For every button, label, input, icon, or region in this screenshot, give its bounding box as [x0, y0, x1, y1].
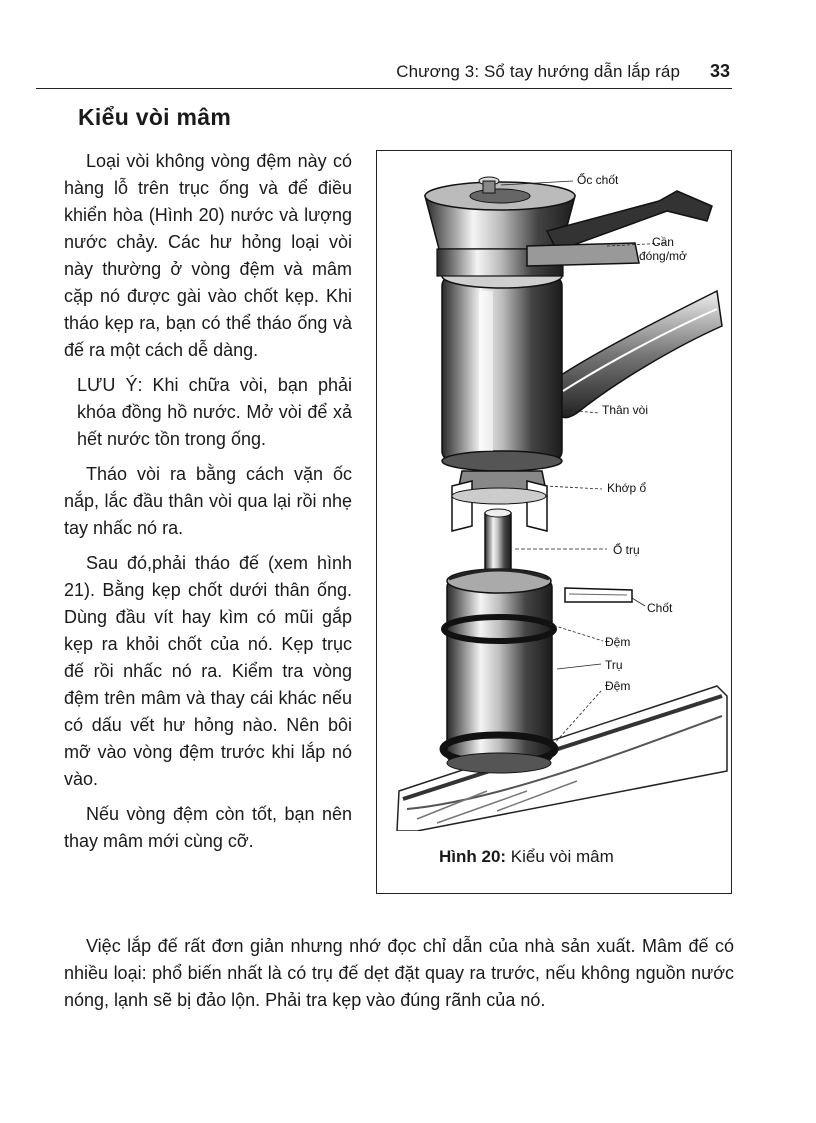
cartridge	[443, 569, 555, 773]
pin	[565, 588, 632, 602]
paragraph-remove-base: Sau đó,phải tháo đế (xem hình 21). Bằng kẹp chốt dưới thân ống. Dùng đầu vít hay kìm có mũi gắp kẹp ra khỏi chốt của nó. Kẹp trục đế rồi nhấc nó ra. Kiểm tra vòng đệm trên mâm và thay cái khác nếu có dấu vết hư hỏng nào. Nên bôi mỡ vào vòng đệm trước khi lắp nó vào.	[64, 553, 352, 789]
page-number: 33	[709, 61, 730, 81]
callout-can-line2: đóng/mở	[639, 249, 687, 263]
paragraph-replace-disc: Nếu vòng đệm còn tốt, bạn nên thay mâm mới cùng cỡ.	[64, 804, 352, 851]
running-header	[36, 62, 732, 89]
running-title: Chương 3: Sổ tay hướng dẫn lắp ráp	[396, 62, 680, 81]
figure-caption-text: Kiểu vòi mâm	[510, 847, 614, 866]
paragraph-note: LƯU Ý: Khi chữa vòi, bạn phải khóa đồng hồ nước. Mở vòi để xả hết nước tồn trong ống.	[77, 375, 352, 449]
callout-khop-o: Khớp ổ	[607, 481, 647, 495]
callout-dem-2: Đệm	[605, 679, 631, 693]
callout-oc-chot: Ốc chốt	[577, 173, 619, 187]
callout-o-tru: Ổ trụ	[613, 543, 640, 557]
paragraph-installation: Việc lắp đế rất đơn giản nhưng nhớ đọc chỉ dẫn của nhà sản xuất. Mâm đế có nhiều loại: phổ biến nhất là có trụ đế dẹt đặt quay ra trước, nếu không nguồn nước nóng, lạnh sẽ bị đảo lộn. Phải tra kẹp vào đúng rãnh của nó.	[64, 936, 734, 1010]
callout-dem-1: Đệm	[605, 635, 631, 649]
section-title: Kiểu vòi mâm	[78, 104, 232, 130]
callout-can-line1: Cần	[651, 235, 674, 249]
callout-chot: Chốt	[647, 601, 673, 615]
paragraph-remove-faucet: Tháo vòi ra bằng cách vặn ốc nắp, lắc đầu thân vòi qua lại rồi nhẹ tay nhấc nó ra.	[64, 464, 352, 538]
figure-caption-label: Hình 20:	[439, 847, 507, 866]
paragraph-intro: Loại vòi không vòng đệm này có hàng lỗ trên trục ống và để điều khiển hòa (Hình 20) nước và lượng nước chảy. Các hư hỏng loại vòi này thường ở vòng đệm và mâm cặp nó được gài vào chốt kẹp. Khi tháo kẹp ra, bạn có thể tháo ống và đế ra một cách dễ dàng.	[64, 151, 352, 360]
callout-tru: Trụ	[605, 658, 623, 672]
figure-caption	[439, 847, 614, 867]
faucet-body	[442, 264, 562, 471]
figure-20	[376, 150, 732, 894]
callout-than-voi: Thân vòi	[602, 403, 649, 417]
spout	[554, 291, 722, 418]
callout-can-dong-mo	[639, 235, 687, 263]
body-text-column	[64, 148, 352, 863]
